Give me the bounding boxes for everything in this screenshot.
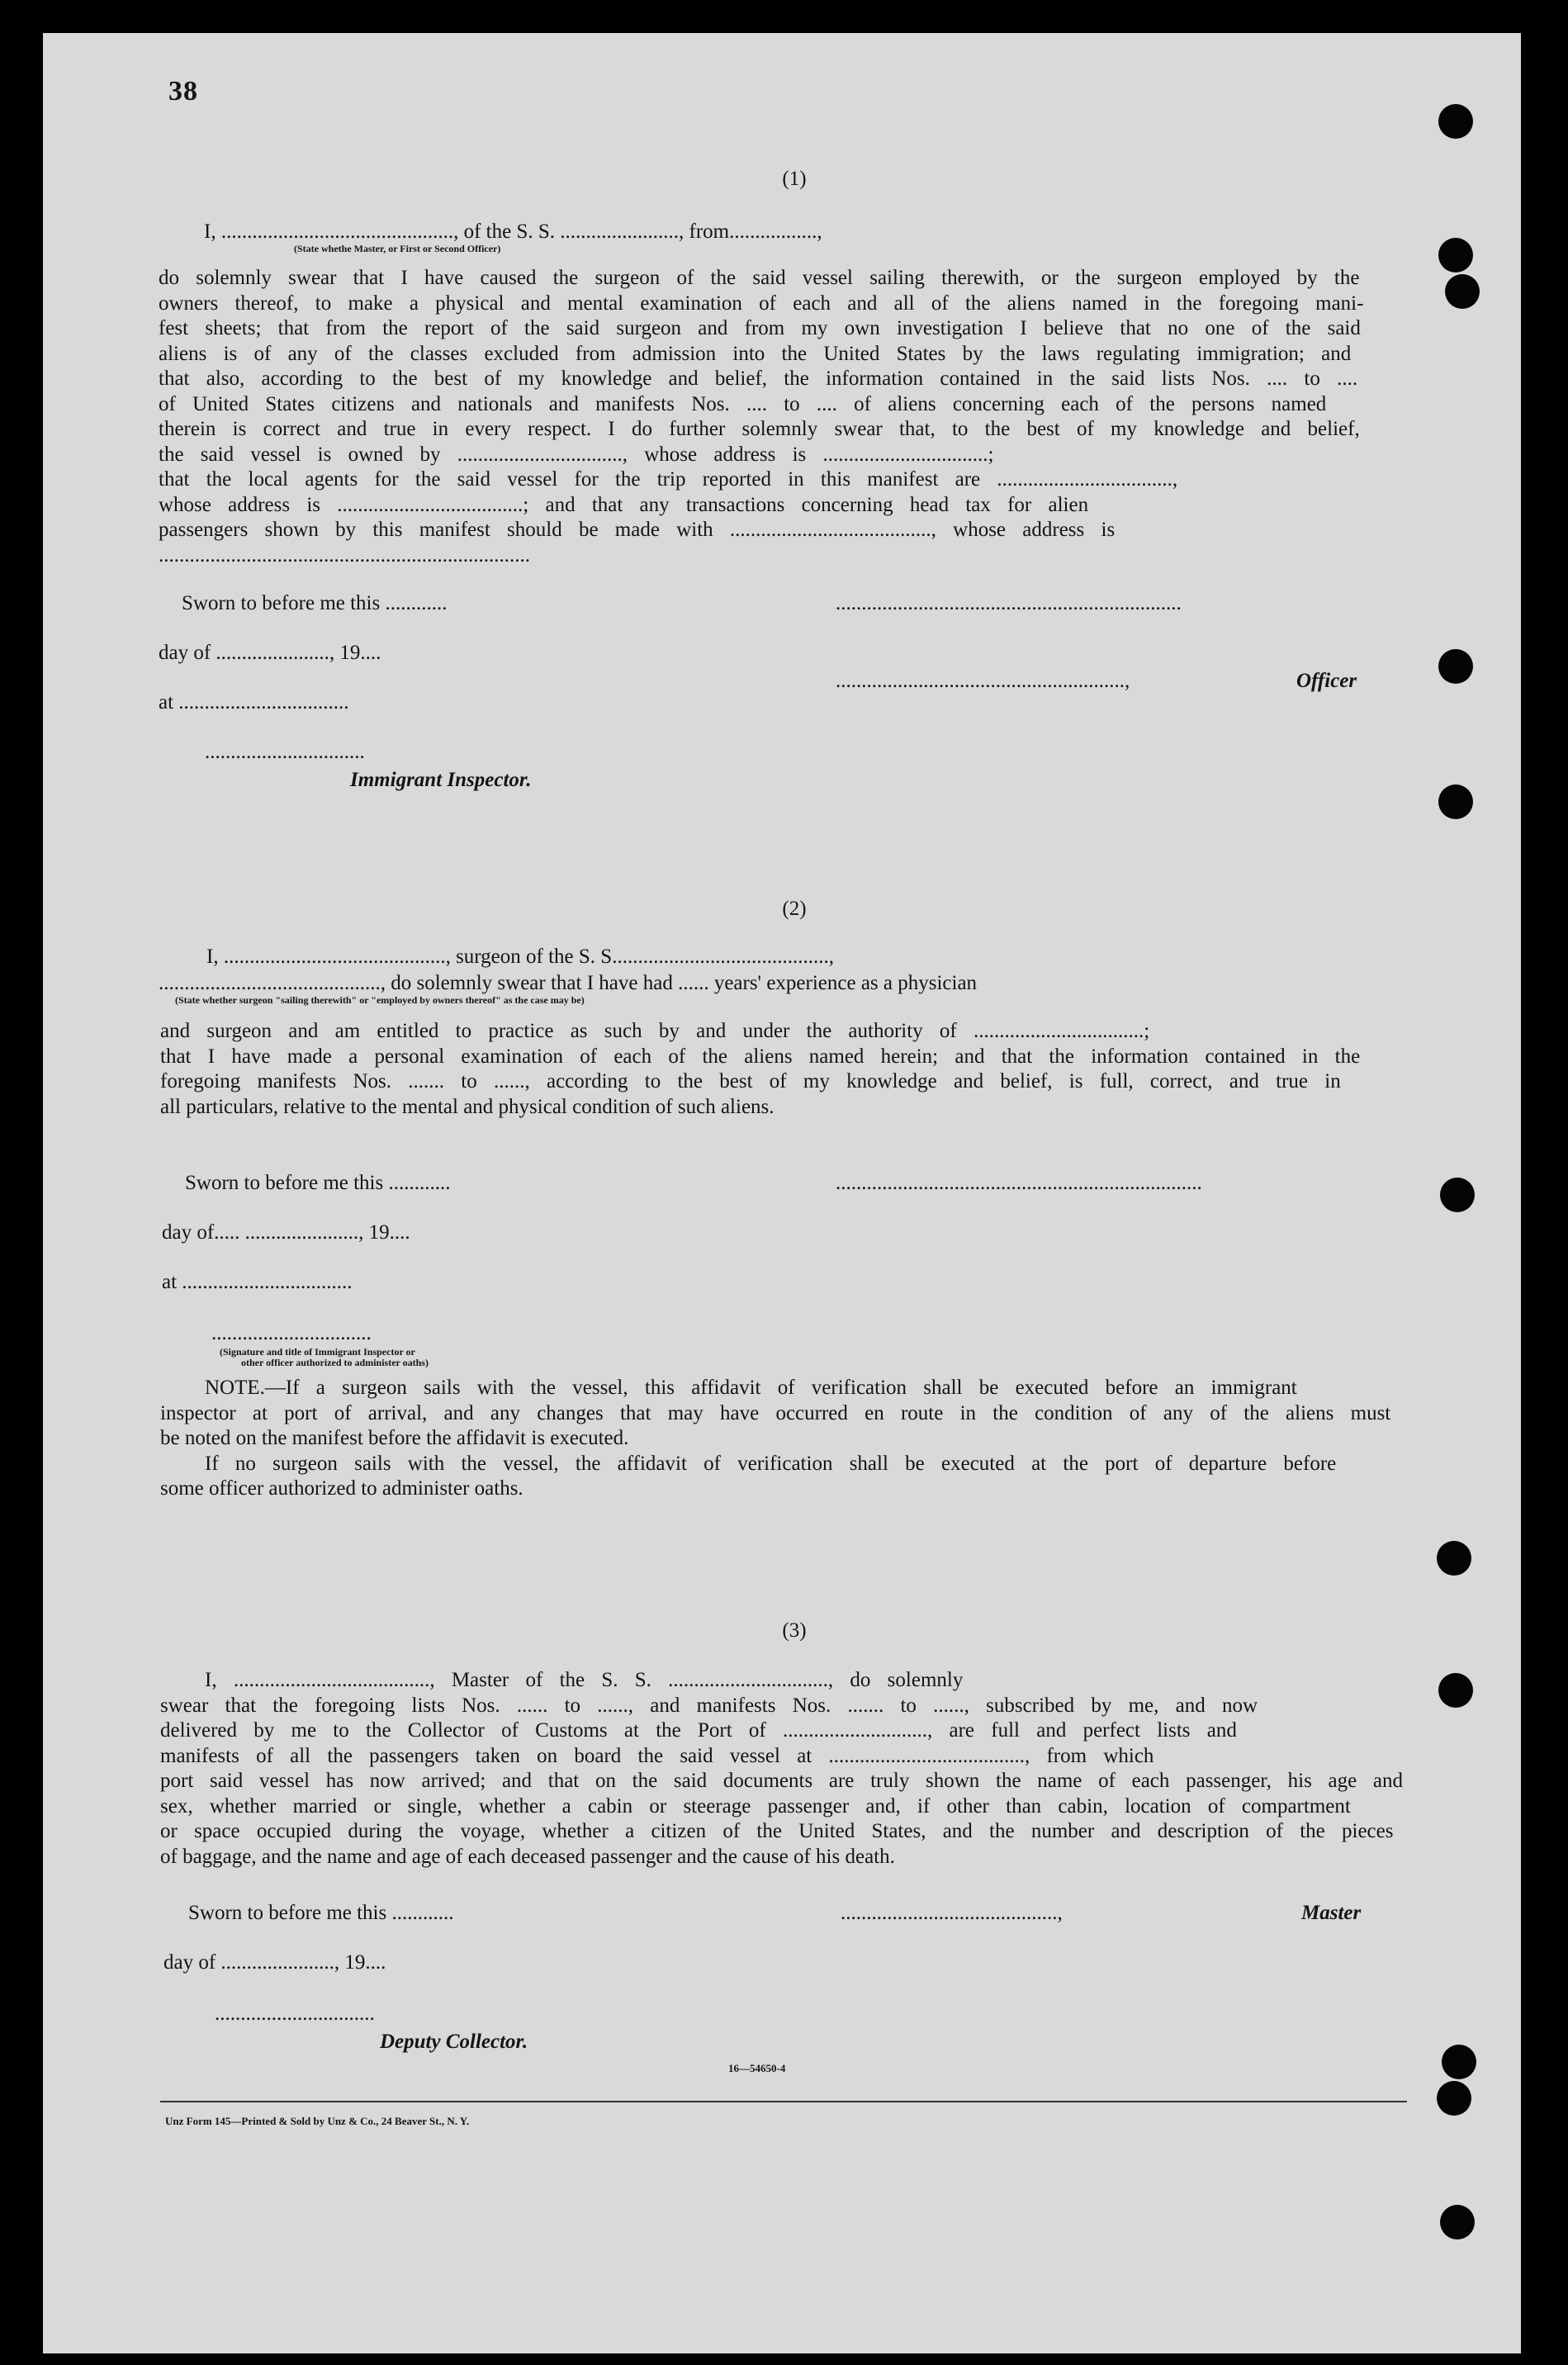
text-line: be noted on the manifest before the affidavit is executed.	[160, 1427, 629, 1449]
section2-inspector-caption: (Signature and title of Immigrant Inspector or	[220, 1346, 415, 1358]
section2-sworn: Sworn to before me this ............	[185, 1172, 451, 1194]
text-line: therein is correct and true in every respect. I do further solemnly swear that, to the best of my knowledge and belief,	[159, 418, 1360, 440]
text-line: do solemnly swear that I have caused the surgeon of the said vessel sailing therewith, or the surgeon employed by the	[159, 267, 1360, 289]
form-code: 16—54650-4	[728, 2062, 786, 2074]
section1-inspector-line: ...............................	[205, 741, 365, 763]
section1-first-line: I, ............................................., of the S. S. ......................., from.................,	[204, 220, 822, 243]
section1-signature-line: ...................................................................	[836, 592, 1182, 614]
text-line: some officer authorized to administer oaths.	[160, 1477, 523, 1500]
binder-hole	[1437, 2081, 1471, 2116]
binder-hole	[1438, 1673, 1473, 1708]
footer-imprint: Unz Form 145—Printed & Sold by Unz & Co., 24 Beaver St., N. Y.	[165, 2115, 470, 2127]
section1-oath-text	[159, 266, 1401, 568]
text-line: owners thereof, to make a physical and mental examination of each and all of the aliens named in the foregoing mani-	[159, 291, 1364, 315]
text-line: that also, according to the best of my knowledge and belief, the information contained in the said lists Nos. .... to ....	[159, 367, 1358, 390]
text-line: whose address is ....................................; and that any transactions concerning head tax for alien	[159, 493, 1089, 516]
text-line: or space occupied during the voyage, whether a citizen of the United States, and the number and description of the pieces	[160, 1820, 1394, 1842]
section2-surgeon-caption: (State whether surgeon "sailing therewith" or "employed by owners thereof" as the case may be)	[175, 994, 585, 1006]
section1-at: at .................................	[159, 691, 349, 713]
text-line: If no surgeon sails with the vessel, the affidavit of verification shall be executed at the port of departure before	[205, 1452, 1337, 1475]
text-line: swear that the foregoing lists Nos. ...... to ......, and manifests Nos. ....... to ......, subscribed by me, and now	[160, 1694, 1258, 1717]
text-line: port said vessel has now arrived; and that on the said documents are truly shown the name of each passenger, his age and	[160, 1770, 1403, 1792]
section1-sworn: Sworn to before me this ............	[182, 592, 448, 614]
binder-hole	[1438, 238, 1473, 273]
section3-collector-line: ...............................	[215, 2002, 375, 2025]
page-number: 38	[168, 76, 198, 107]
section2-oath-text	[160, 1019, 1403, 1120]
text-line: passengers shown by this manifest should be made with ......................................., whose address is	[159, 519, 1116, 541]
section1-officer-line: ........................................................,	[836, 670, 1130, 692]
section3-master-line: ..........................................,	[841, 1902, 1063, 1924]
text-line: that I have made a personal examination of each of the aliens named herein; and that the information contained in the	[160, 1045, 1361, 1068]
text-line: the said vessel is owned by ................................, whose address is ................................;	[159, 443, 994, 466]
section1-inspector-label: Immigrant Inspector.	[350, 769, 532, 791]
section2-second-line: ..........................................., do solemnly swear that I have had ...... years' experience as a physician	[159, 972, 978, 994]
text-line: I, ......................................, Master of the S. S. ..............................., do solemnly	[205, 1669, 964, 1691]
binder-hole	[1438, 784, 1473, 819]
text-line: and surgeon and am entitled to practice as such by and under the authority of .................................;	[160, 1020, 1150, 1042]
text-line: delivered by me to the Collector of Customs at the Port of ............................, are full and perfect lists and	[160, 1719, 1237, 1742]
section3-sworn: Sworn to before me this ............	[188, 1902, 454, 1924]
text-line: manifests of all the passengers taken on board the said vessel at ......................................, from which	[160, 1744, 1154, 1767]
section2-first-line: I, ..........................................., surgeon of the S. S..........................................,	[206, 946, 834, 968]
text-line: that the local agents for the said vessel for the trip reported in this manifest are ..................................,	[159, 468, 1178, 491]
section1-officer-caption: (State whethe Master, or First or Second Officer)	[294, 243, 501, 254]
section2-note	[160, 1376, 1403, 1502]
text-line: foregoing manifests Nos. ....... to ......, according to the best of my knowledge and belief, is full, correct, and true in	[160, 1070, 1341, 1092]
text-line: fest sheets; that from the report of the said surgeon and from my own investigation I believe that no one of the said	[159, 317, 1361, 339]
text-line: of baggage, and the name and age of each deceased passenger and the cause of his death.	[160, 1845, 895, 1868]
text-line: sex, whether married or single, whether a cabin or steerage passenger and, if other than cabin, location of compartment	[160, 1794, 1351, 1818]
section3-day-of: day of ......................, 19....	[163, 1951, 386, 1974]
section2-heading: (2)	[782, 898, 807, 920]
text-line: all particulars, relative to the mental and physical condition of such aliens.	[160, 1095, 775, 1118]
text-line: aliens is of any of the classes excluded from admission into the United States by the laws regulating immigration; and	[159, 342, 1352, 365]
section3-oath-text	[160, 1668, 1403, 1870]
section2-day-of: day of..... ......................, 19....	[162, 1221, 410, 1244]
binder-hole	[1437, 1541, 1471, 1576]
binder-hole	[1438, 649, 1473, 684]
manifest-page	[43, 33, 1521, 2353]
section1-heading: (1)	[782, 168, 807, 190]
section1-day-of: day of ......................, 19....	[159, 642, 381, 664]
binder-hole	[1440, 2205, 1475, 2239]
section2-at: at .................................	[162, 1271, 353, 1293]
text-line: ........................................................................	[159, 543, 530, 566]
section3-heading: (3)	[782, 1619, 807, 1642]
section2-signature-line: .......................................................................	[836, 1172, 1202, 1194]
section3-collector-label: Deputy Collector.	[380, 2031, 528, 2053]
binder-hole	[1442, 2045, 1476, 2079]
text-line: inspector at port of arrival, and any changes that may have occurred en route in the condition of any of the aliens must	[160, 1401, 1391, 1424]
binder-hole	[1445, 274, 1480, 309]
section1-officer-label: Officer	[1296, 670, 1357, 692]
footer-rule	[160, 2101, 1407, 2102]
section2-inspector-line: ...............................	[211, 1322, 372, 1344]
section3-master-label: Master	[1301, 1902, 1362, 1924]
binder-hole	[1440, 1178, 1475, 1212]
binder-hole	[1438, 104, 1473, 139]
section2-inspector-caption: other officer authorized to administer oaths)	[241, 1357, 429, 1368]
text-line: of United States citizens and nationals and manifests Nos. .... to .... of aliens concerning each of the persons named	[159, 392, 1327, 415]
text-line: NOTE.—If a surgeon sails with the vessel, this affidavit of verification shall be executed before an immigrant	[205, 1377, 1297, 1399]
